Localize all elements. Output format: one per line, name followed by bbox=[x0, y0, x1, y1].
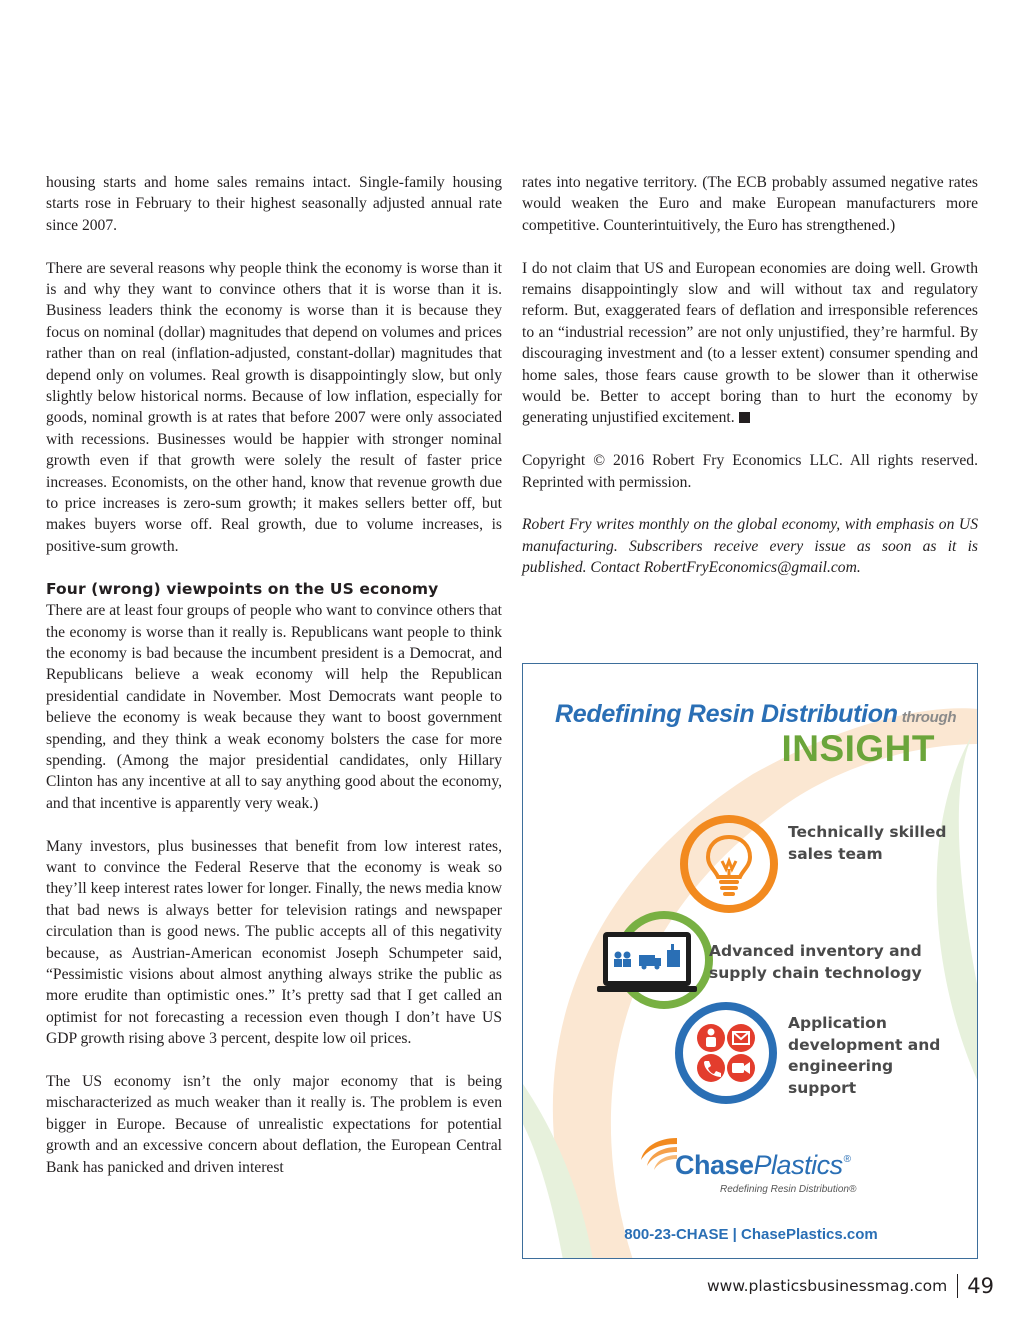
page-footer bbox=[707, 1274, 994, 1298]
logo-tagline: Redefining Resin Distribution® bbox=[720, 1184, 857, 1195]
section-subhead: Four (wrong) viewpoints on the US economy bbox=[46, 579, 439, 598]
author-bio: Robert Fry writes monthly on the global economy, with emphasis on US manufacturing. Subscribers receive every issue as soon as it is published. Contact RobertFryEconomics@gmail.com. bbox=[522, 516, 978, 577]
footer-divider bbox=[957, 1274, 958, 1298]
page-number: 49 bbox=[967, 1274, 994, 1298]
paragraph: The US economy isn’t the only major economy that is being mischaracterized as much weaker than it really is. The problem is even bigger in Europe. Because of unrealistic expectations for potential growth and an excessive concern about deflation, the European Central Bank has panicked and driven interest bbox=[46, 1073, 502, 1176]
feature-sales-team: Technically skilled sales team bbox=[788, 823, 947, 863]
paragraph: There are several reasons why people think the economy is worse than it is and why they want to convince others that it is worse than it is. Business leaders think the economy is worse than it is because they focus on nominal (dollar) magnitudes that depend on volumes and prices rather than on real (inflation-adjusted, constant-dollar) magnitudes that depend only on volumes. Real growth is disappointingly slow, but only slightly below historical norms. Because of low inflation, especially for goods, nominal growth is at rates that before 2007 were only associated with recessions. Businesses would be happier with stronger nominal growth even if that growth were solely the result of faster price increases. Economists, on the other hand, know that revenue growth due to price increases is zero-sum growth; it makes sellers better off, but makes buyers worse off. Real growth, due to volume increases, is positive-sum growth. bbox=[46, 259, 502, 555]
end-mark-icon bbox=[739, 412, 750, 423]
paragraph: housing starts and home sales remains intact. Single-family housing starts rose in February to their highest seasonally adjusted annual rate since 2007. bbox=[46, 174, 502, 234]
headline-text: Redefining Resin Distribution bbox=[555, 700, 898, 728]
logo-registered: ® bbox=[843, 1154, 851, 1165]
lightbulb-icon bbox=[688, 823, 770, 905]
paragraph: rates into negative territory. (The ECB probably assumed negative rates would weaken the Euro and make European manufacturers more competitive. Counterintuitively, the Euro has strengthened.) bbox=[522, 174, 978, 234]
ad-insight-word: INSIGHT bbox=[781, 728, 935, 769]
right-column bbox=[522, 172, 978, 579]
feature-inventory-technology: Advanced inventory and supply chain technology bbox=[709, 942, 922, 982]
left-column bbox=[46, 172, 502, 1178]
ad-headline bbox=[555, 700, 956, 729]
paragraph: There are at least four groups of people who want to convince others that the economy is worse than it really is. Republicans want people to think the economy is bad because the incumbent president is a Democrat, and Republicans believe a weak economy will help the Republican presidential candidate in November. Most Democrats want people to believe the economy is weak because they want to boost government spending, and they think a weak economy bolsters the case for more spending. (Among the major presidential candidates, only Hillary Clinton has any incentive at all to say anything good about the economy, and that incentive is apparently very weak.) bbox=[46, 602, 502, 812]
support-icons bbox=[683, 1010, 769, 1096]
logo-italic: Plastics bbox=[753, 1150, 843, 1180]
feature-application-support: Application development and engineering support bbox=[788, 1014, 941, 1097]
paragraph-text: I do not claim that US and European economies are doing well. Growth remains disappointingly slow and will without tax and regulatory reform. But, exaggerated fears of deflation and irresponsible references to an “industrial recession” are not only unjustified, they’re harmful. By discouraging investment and (to a lesser extent) consumer spending and home sales, those fears cause growth to be slower than it otherwise would be. Better to accept boring than to hurt the economy by generating unjustified excitement. bbox=[522, 259, 978, 427]
logo-bold: Chase bbox=[675, 1150, 754, 1180]
lightbulb-badge bbox=[680, 815, 778, 913]
paragraph: Many investors, plus businesses that benefit from low interest rates, want to convince the Federal Reserve that the economy is weak so they’ll keep interest rates lower for longer. Finally, the news media know that bad news is always better for television ratings and newspaper circulation than is good news. The public accepts all of this negativity because, as Austrian-American economist Joseph Schumpeter said, “Pessimistic visions about almost anything always strike the public as more erudite than optimistic ones.” It’s pretty sad that I get called an optimist for not forecasting a recession even though I don’t have US GDP growth rising above 3 percent, despite low oil prices. bbox=[46, 837, 502, 1048]
footer-url[interactable]: www.plasticsbusinessmag.com bbox=[707, 1277, 948, 1295]
headline-through: through bbox=[901, 709, 957, 726]
support-badge bbox=[675, 1002, 777, 1104]
copyright-notice: Copyright © 2016 Robert Fry Economics LLC. All rights reserved. Reprinted with permission. bbox=[522, 452, 978, 491]
ad-contact-line[interactable]: 800-23-CHASE | ChasePlastics.com bbox=[624, 1226, 878, 1243]
chase-plastics-logo bbox=[675, 1150, 850, 1181]
paragraph bbox=[522, 258, 978, 429]
chase-plastics-advertisement[interactable] bbox=[522, 663, 978, 1259]
laptop-supply-chain-icon bbox=[597, 930, 701, 996]
